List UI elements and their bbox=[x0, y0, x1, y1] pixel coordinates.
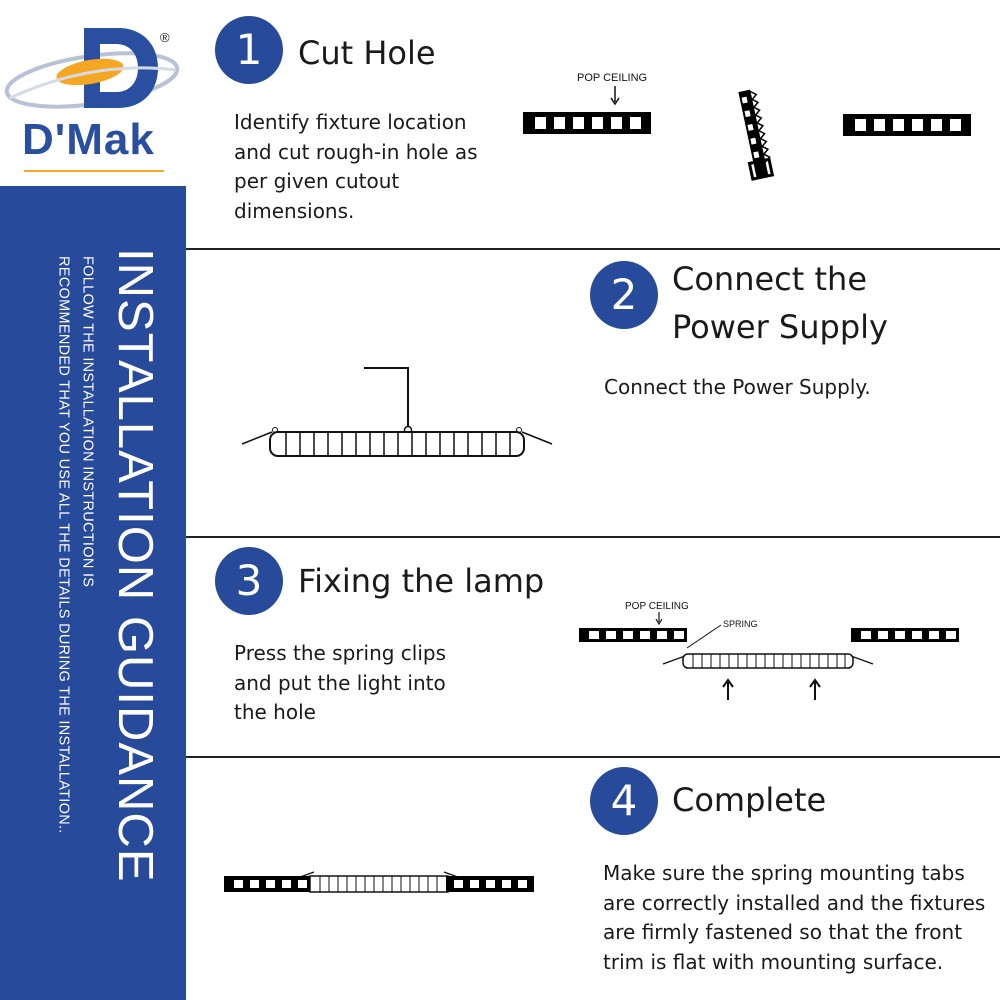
up-arrow-icon bbox=[723, 680, 733, 700]
step-4-badge: 4 bbox=[590, 767, 658, 835]
brand-logo bbox=[0, 0, 186, 186]
ceiling-panel-right bbox=[843, 114, 971, 136]
step-3-badge: 3 bbox=[215, 547, 283, 615]
step-1-description: Identify fixture location and cut rough-in hole as per given cutout dimensions. bbox=[234, 110, 478, 223]
sidebar-note-line2: RECOMMENDED THAT YOU USE ALL THE DETAILS DURING THE INSTALLATION.. bbox=[55, 256, 72, 834]
step-2-title-line1: Connect the bbox=[672, 260, 867, 298]
up-arrow-icon bbox=[810, 680, 820, 700]
ceiling-panel-left bbox=[579, 628, 687, 642]
step-2-badge: 2 bbox=[590, 261, 658, 329]
ceiling-panel-left bbox=[523, 112, 651, 134]
registered-mark: ® bbox=[160, 30, 170, 45]
logo-underline bbox=[24, 170, 164, 172]
logo-emblem bbox=[0, 0, 186, 120]
step-2-diagram bbox=[238, 360, 558, 470]
ceiling-panel-right bbox=[851, 628, 959, 642]
step-4-description: Make sure the spring mounting tabs are correctly installed and the fixtures are firmly fastened so that the front trim is flat with mounting surface. bbox=[603, 861, 986, 974]
step-4-diagram bbox=[222, 862, 538, 896]
sidebar bbox=[0, 186, 186, 1000]
saw-icon bbox=[734, 89, 773, 179]
spring-label: SPRING bbox=[723, 619, 758, 629]
ceiling-panel-left bbox=[224, 876, 312, 892]
step-3-title: Fixing the lamp bbox=[298, 562, 545, 600]
pop-ceiling-label: POP CEILING bbox=[577, 72, 648, 84]
pop-ceiling-label: POP CEILING bbox=[625, 601, 689, 612]
step-2-description: Connect the Power Supply. bbox=[604, 375, 871, 399]
step-1-badge: 1 bbox=[215, 16, 283, 84]
step-2-title-line2: Power Supply bbox=[672, 308, 888, 346]
section-divider bbox=[186, 756, 1000, 758]
step-3-description: Press the spring clips and put the light into the hole bbox=[234, 641, 447, 724]
step-1-title: Cut Hole bbox=[298, 34, 436, 72]
brand-name: D'Mak bbox=[22, 115, 155, 164]
step-4-title: Complete bbox=[672, 781, 827, 819]
section-divider bbox=[186, 536, 1000, 538]
section-divider bbox=[186, 248, 1000, 250]
ceiling-panel-right bbox=[446, 876, 534, 892]
sidebar-title: INSTALLATION GUIDANCE bbox=[108, 248, 162, 883]
sidebar-note-line1: FOLLOW THE INSTALLATION INSTRUCTION IS bbox=[79, 256, 96, 588]
step-1-diagram bbox=[515, 62, 985, 187]
step-3-diagram bbox=[575, 592, 970, 707]
